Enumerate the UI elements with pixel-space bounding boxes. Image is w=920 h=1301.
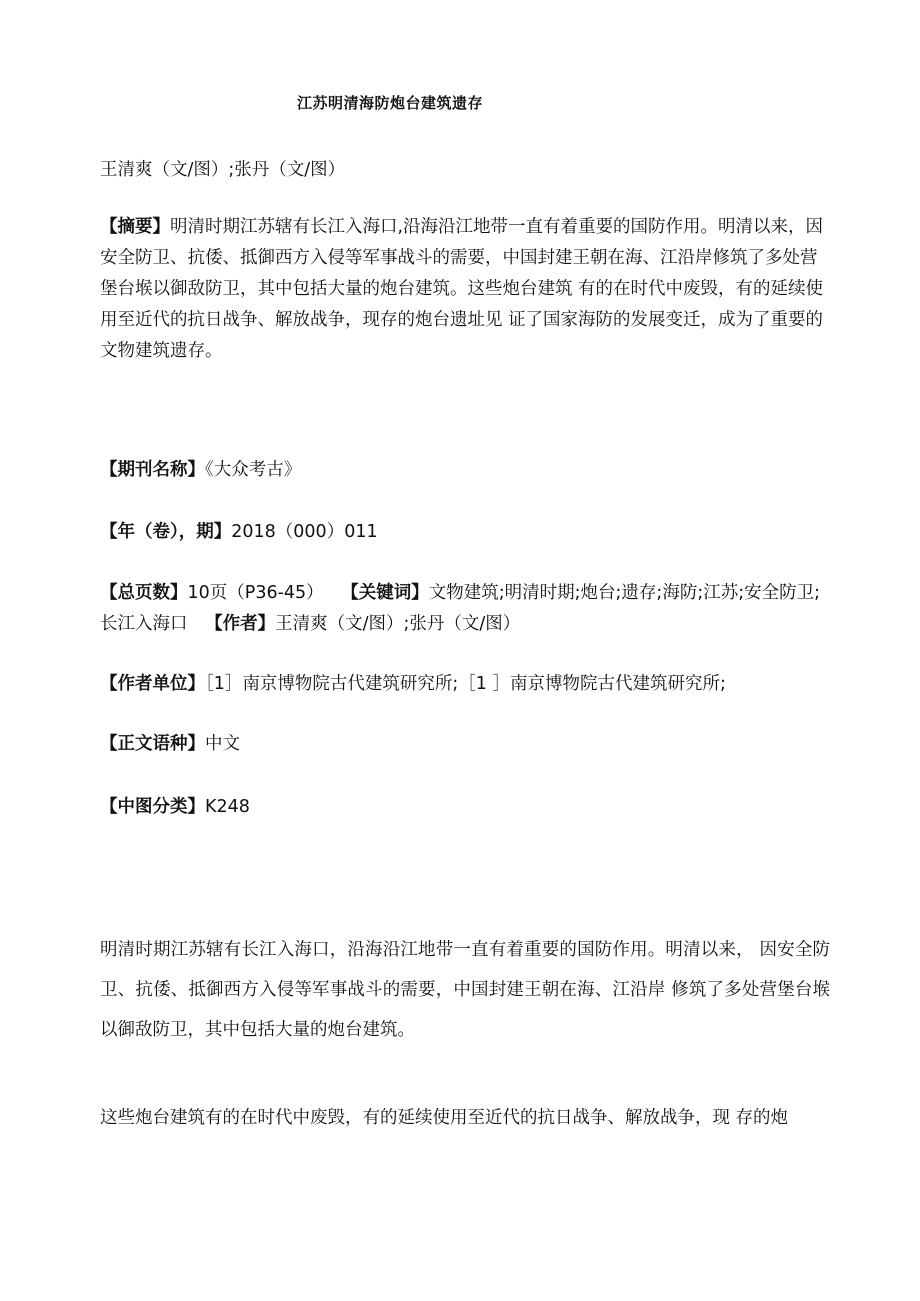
keywords-label: 【关键词】 [341, 583, 429, 603]
language-label: 【正文语种】 [100, 734, 205, 754]
affiliation-value: ［1］南京博物院古代建筑研究所;［1 ］南京博物院古代建筑研究所; [205, 674, 726, 694]
body-paragraph: 明清时期江苏辖有长江入海口，沿海沿江地带一直有着重要的国防作用。明清以来， 因安全防卫、抗倭、抵御西方入侵等军事战斗的需要，中国封建王朝在海、江沿岸 修筑了多处营堡台堠以御敌防卫，其中包括大量的炮台建筑。 [100, 940, 830, 1040]
abstract-label: 【摘要】 [100, 217, 170, 237]
classification-field [100, 793, 250, 818]
meta-block [100, 578, 830, 640]
affiliation-label: 【作者单位】 [100, 674, 205, 694]
keywords-value: 文物建筑;明清时期;炮台;遗存;海防;江苏;安全防卫;长江入海口 [100, 583, 821, 634]
classification-value: K248 [205, 797, 250, 817]
journal-label: 【期刊名称】 [100, 460, 205, 480]
language-field [100, 730, 240, 755]
byline: 王清爽（文/图）;张丹（文/图） [100, 160, 346, 180]
affiliation-field [100, 670, 726, 695]
language-value: 中文 [205, 734, 240, 754]
year-value: 2018（000）011 [231, 522, 378, 542]
author-value: 王清爽（文/图）;张丹（文/图） [275, 614, 521, 634]
author-label: 【作者】 [205, 614, 276, 634]
abstract [100, 212, 830, 367]
classification-label: 【中图分类】 [100, 797, 205, 817]
year-field [100, 518, 378, 543]
journal-value: 《大众考古》 [205, 460, 302, 480]
document-title: 江苏明清海防炮台建筑遗存 [296, 94, 483, 112]
journal-field [100, 456, 301, 481]
pages-value: 10页（P36-45） [187, 583, 324, 603]
pages-label: 【总页数】 [100, 583, 188, 603]
year-label: 【年（卷），期】 [100, 522, 232, 542]
abstract-text: 明清时期江苏辖有长江入海口,沿海沿江地带一直有着重要的国防作用。明清以来，因安全防卫、抗倭、抵御西方入侵等军事战斗的需要，中国封建王朝在海、江沿岸修筑了多处营堡台堠以御敌防卫，其中包括大量的炮台建筑。这些炮台建筑 有的在时代中废毁，有的延续使用至近代的抗日战争、解放战争，现存的炮台遗址见 证了国家海防的发展变迁，成为了重要的文物建筑遗存。 [100, 217, 824, 361]
body-paragraph: 这些炮台建筑有的在时代中废毁，有的延续使用至近代的抗日战争、解放战争，现 存的炮 [100, 1108, 789, 1128]
